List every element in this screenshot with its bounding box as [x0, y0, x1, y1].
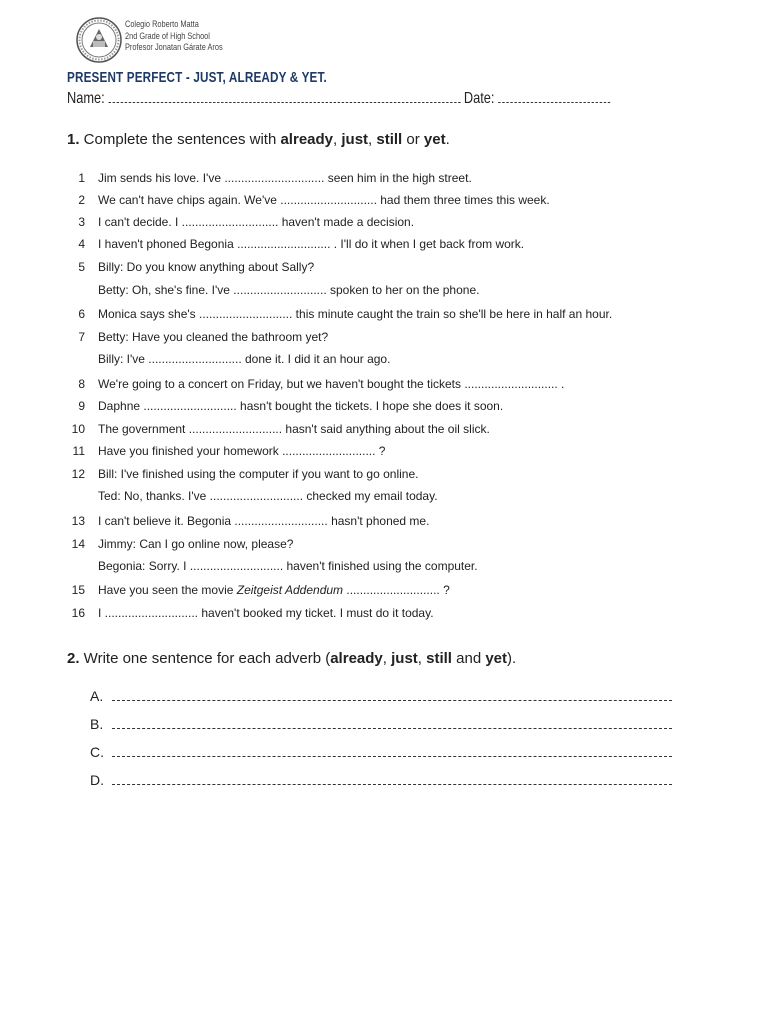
school-name: Colegio Roberto Matta — [125, 19, 199, 29]
answer-blank[interactable] — [112, 690, 672, 701]
item-number: 15 — [71, 583, 85, 597]
item-text: I haven't phoned Begonia ............................ . I'll do it when I get back from work. — [98, 237, 525, 251]
item-text: Daphne ............................ hasn't bought the tickets. I hope she does it soon. — [98, 399, 504, 413]
item-text: Ted: No, thanks. I've ............................ checked my email today. — [98, 489, 438, 503]
item-number: 8 — [78, 377, 85, 391]
name-field[interactable] — [108, 90, 460, 103]
answer-blank[interactable] — [112, 718, 672, 729]
item-number: 3 — [78, 215, 85, 229]
exercise-2-number: 2. — [67, 650, 80, 667]
keyword-still: still — [426, 650, 452, 667]
instruction-end: . — [445, 131, 450, 148]
separator: and — [451, 650, 486, 667]
teacher-name: Profesor Jonatan Gárate Aros — [125, 42, 223, 52]
exercise-2-instruction — [67, 650, 516, 667]
name-label: Name: — [67, 90, 105, 107]
item-text: Billy: Do you know anything about Sally? — [98, 260, 315, 274]
answer-line-b[interactable] — [90, 716, 672, 732]
item-text-part: Have you seen the movie — [98, 583, 237, 597]
item-text-part: ............................ ? — [343, 583, 450, 597]
exercise-1-instruction — [67, 131, 450, 148]
answer-label: A. — [90, 688, 104, 704]
separator: , — [382, 650, 392, 667]
item-text: Betty: Oh, she's fine. I've ............................ spoken to her on the phone. — [98, 283, 480, 297]
school-header — [76, 17, 376, 67]
item-number: 11 — [72, 444, 85, 458]
keyword-just: just — [341, 131, 369, 148]
separator: or — [402, 131, 424, 148]
item-text: I ............................ haven't booked my ticket. I must do it today. — [98, 606, 434, 620]
date-field[interactable] — [498, 90, 610, 103]
item-number: 12 — [71, 467, 85, 481]
item-text: We're going to a concert on Friday, but we haven't bought the tickets ............................ . — [98, 377, 565, 391]
item-text: Begonia: Sorry. I ............................ haven't finished using the computer. — [98, 559, 478, 573]
keyword-still: still — [376, 131, 403, 148]
item-text: I can't decide. I ............................. haven't made a decision. — [98, 215, 415, 229]
name-date-row — [67, 90, 610, 108]
item-text: I can't believe it. Begonia ............................ hasn't phoned me. — [98, 514, 430, 528]
answer-label: B. — [90, 716, 104, 732]
item-number: 2 — [78, 193, 85, 207]
separator: , — [333, 131, 342, 148]
item-text: The government ............................ hasn't said anything about the oil slick. — [98, 422, 490, 436]
item-number: 14 — [71, 537, 85, 551]
item-text: Betty: Have you cleaned the bathroom yet? — [98, 330, 329, 344]
keyword-just: just — [391, 650, 418, 667]
answer-blank[interactable] — [112, 774, 672, 785]
answer-line-a[interactable] — [90, 688, 672, 704]
worksheet-title: PRESENT PERFECT - JUST, ALREADY & YET. — [67, 69, 327, 86]
answer-label: D. — [90, 772, 104, 788]
keyword-already: already — [280, 131, 334, 148]
item-number: 1 — [78, 171, 85, 185]
separator: , — [368, 131, 377, 148]
item-number: 10 — [71, 422, 85, 436]
movie-title: Zeitgeist Addendum — [236, 583, 344, 597]
school-seal-icon — [76, 17, 122, 63]
instruction-end: ). — [507, 650, 517, 667]
item-text: Jimmy: Can I go online now, please? — [98, 537, 294, 551]
separator: , — [417, 650, 427, 667]
answer-line-c[interactable] — [90, 744, 672, 760]
item-number: 6 — [78, 307, 85, 321]
item-number: 9 — [78, 399, 85, 413]
school-info — [125, 19, 223, 54]
item-number: 4 — [78, 237, 85, 251]
exercise-1-number: 1. — [67, 131, 80, 148]
item-text: Billy: I've ............................ done it. I did it an hour ago. — [98, 352, 391, 366]
answer-blank[interactable] — [112, 746, 672, 757]
instruction-text: Write one sentence for each adverb ( — [79, 650, 331, 667]
school-grade: 2nd Grade of High School — [125, 30, 210, 41]
item-number: 13 — [71, 514, 85, 528]
item-text: Jim sends his love. I've .............................. seen him in the high street. — [98, 171, 472, 185]
answer-line-d[interactable] — [90, 772, 672, 788]
item-number: 5 — [78, 260, 85, 274]
item-number: 16 — [71, 606, 85, 620]
instruction-text: Complete the sentences with — [79, 131, 281, 148]
item-text — [98, 583, 450, 597]
item-text: We can't have chips again. We've ............................. had them three times this week. — [98, 193, 550, 207]
keyword-yet: yet — [423, 131, 446, 148]
item-text: Monica says she's ............................ this minute caught the train so she'll be here in half an hour. — [98, 307, 613, 321]
item-text: Have you finished your homework ............................ ? — [98, 444, 386, 458]
keyword-yet: yet — [485, 650, 508, 667]
item-text: Bill: I've finished using the computer if you want to go online. — [98, 467, 419, 481]
date-label: Date: — [463, 90, 495, 107]
answer-label: C. — [90, 744, 104, 760]
item-number: 7 — [78, 330, 85, 344]
keyword-already: already — [330, 650, 383, 667]
